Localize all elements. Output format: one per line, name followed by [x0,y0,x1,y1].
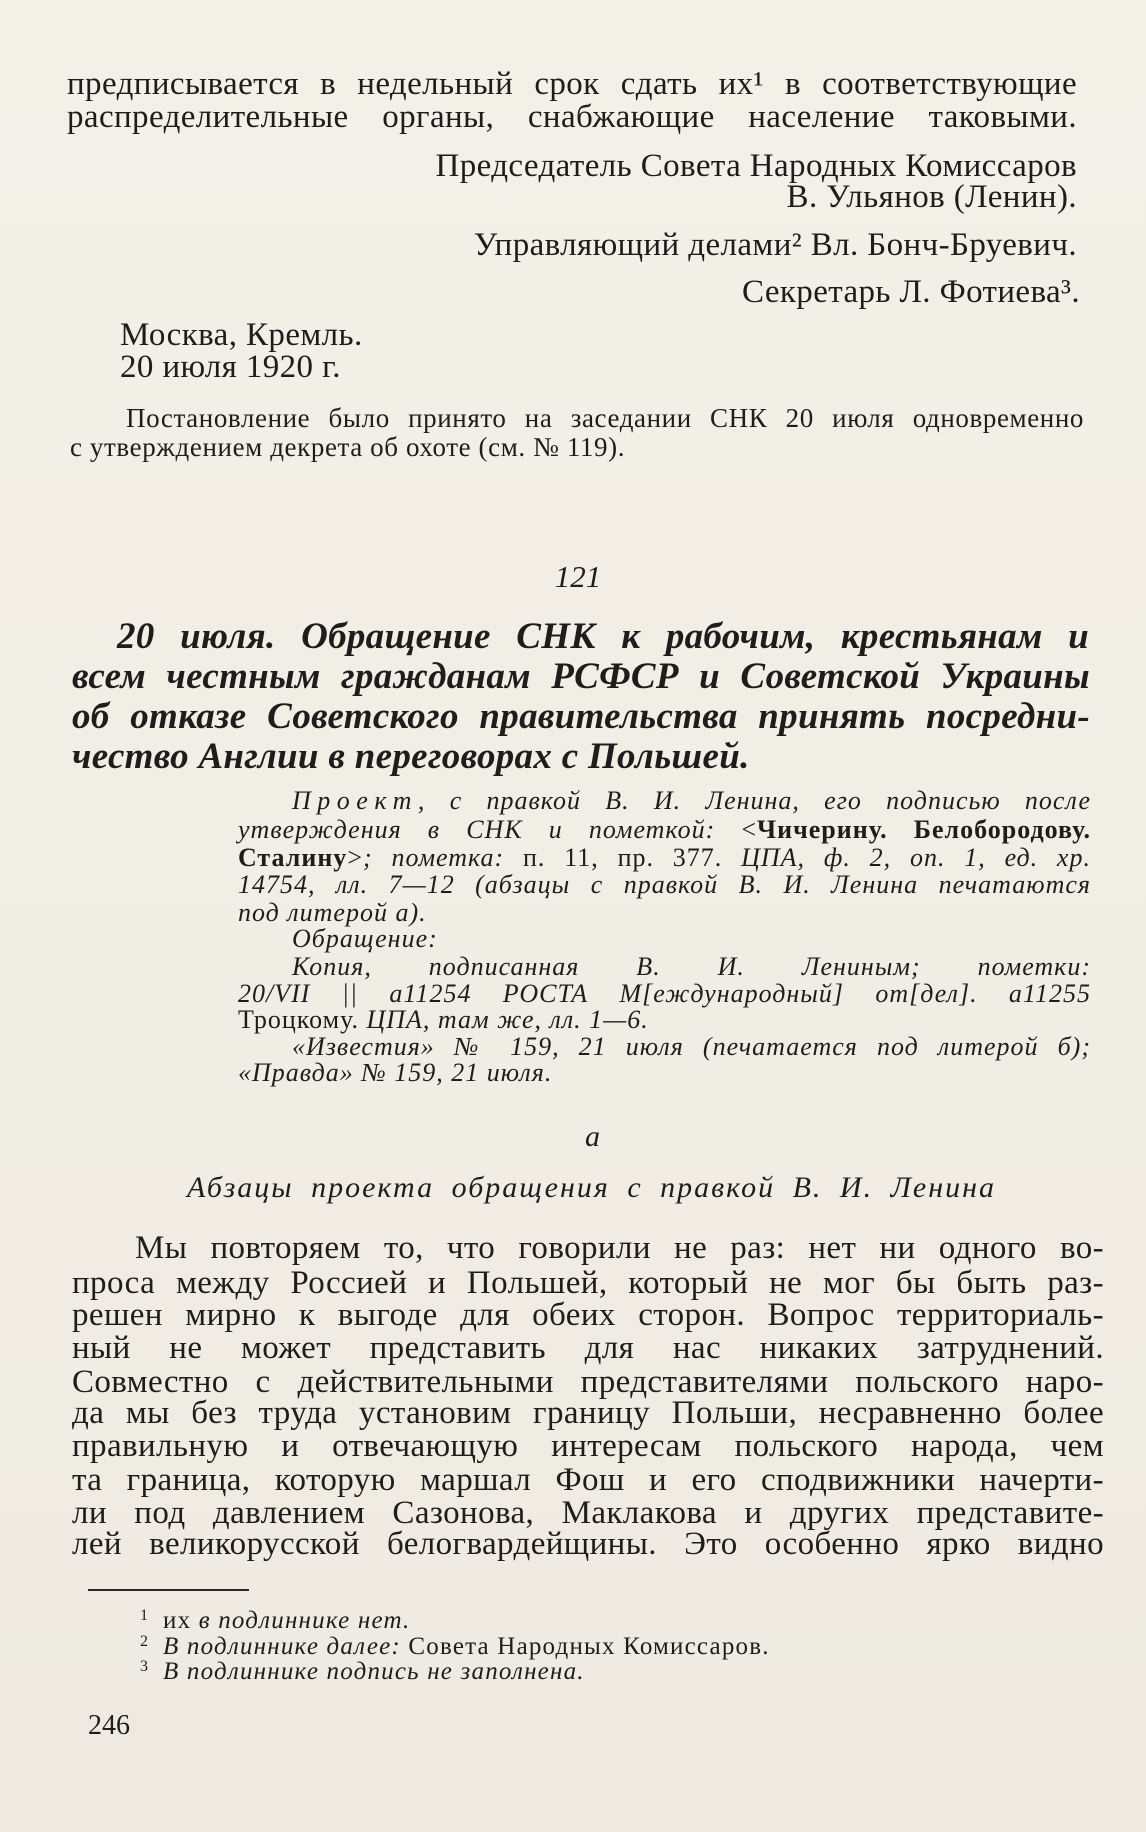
body-line-8: та граница, которую маршал Фош и его сподвижники начерти- [72,1462,1104,1498]
sub-title: Абзацы проекта обращения с правкой В. И. Ленина [187,1171,996,1204]
copy-line-3 [238,1005,649,1035]
footnote-2-upright: Совета Народных Комиссаров. [400,1633,770,1660]
body-line-7: правильную и отвечающую интересам польского народа, чем [72,1428,1104,1464]
continuation-line-2: распределительные органы, снабжающие население таковыми. [67,99,1077,135]
editorial-note-line-2: с утверждением декрета об охоте (см. № 119). [70,432,626,462]
izvestia-reference: «Известия» № 159, 21 июля (печатается под литерой б); [292,1032,1091,1061]
copy-addressee: Троцкому. [238,1005,359,1034]
footnote-3 [140,1653,585,1686]
chairman-name: В. Ульянов (Ленин). [786,179,1077,215]
source-line-1 [292,786,1091,816]
footnote-1-upright: их [163,1607,192,1634]
close-bracket: > [347,843,363,872]
footnote-1-italic: в подлиннике нет. [191,1607,411,1634]
footnote-2-italic: В подлиннике далее: [163,1633,401,1660]
editorial-note-line-1: Постановление было принято на заседании СНК 20 июля одновременно [126,403,1084,433]
copy-text: Копия, подписанная В. И. Лениным; пометки: [292,952,1091,981]
footnote-2-mark: 2 [140,1633,148,1650]
sub-letter: а [585,1120,600,1153]
body-line-10: лей великорусской белогвардейщины. Это особенно ярко видно [72,1526,1104,1562]
heading-line-4: чество Англии в переговорах с Польшей. [72,736,750,777]
body-line-2: проса между Россией и Польшей, который не мог бы быть раз- [72,1265,1104,1301]
heading-line-2: всем честным гражданам РСФСР и Советской Украины [72,656,1090,697]
secretary-signature: Секретарь Л. Фотиева³. [742,274,1080,310]
copy-archive: ЦПА, там же, лл. 1—6. [358,1005,649,1034]
heading-line-3: об отказе Советского правительства принять посредни- [72,696,1090,737]
source-line-5: под литерой а). [238,898,427,927]
copy-marks: 20/VII || а11254 РОСТА М[еждународный] от[дел]. а11255 [238,979,1091,1008]
line3-italic-a: ; пометка: [362,843,524,872]
body-line-6: да мы без труда установим границу Польши, несравненно более [72,1395,1104,1431]
footnote-rule [88,1589,249,1591]
place: Москва, Кремль. [120,317,363,353]
date: 20 июля 1920 г. [120,349,341,385]
draft-label: Проект [292,786,418,815]
footnote-3-mark: 3 [140,1658,148,1675]
body-line-5: Совместно с действительными представителями польского наро- [72,1364,1104,1400]
source-line-4: 14754, лл. 7—12 (абзацы с правкой В. И. Ленина печатаются [238,870,1091,899]
manager-signature: Управляющий делами² Вл. Бонч-Бруевич. [473,227,1077,263]
pravda-reference: «Правда» № 159, 21 июля. [238,1058,553,1087]
footnote-1-mark: 1 [140,1607,148,1624]
document-number: 121 [554,559,602,594]
open-bracket: < [741,815,758,844]
body-line-1: Мы повторяем то, что говорили не раз: нет ни одного во- [135,1230,1104,1266]
source-line-2 [238,815,1091,845]
body-line-4: ный не может представить для нас никаких затруднений. [72,1330,1104,1366]
page-number: 246 [88,1710,130,1741]
line3-upright: п. 11, пр. 377. [523,843,742,872]
heading-line-1: 20 июля. Обращение СНК к рабочим, крестьянам и [117,616,1089,657]
line3-italic-b: ЦПА, ф. 2, оп. 1, ед. хр. [741,843,1091,872]
body-line-3: решен мирно к выгоде для обеих сторон. Вопрос территориаль- [72,1297,1104,1333]
line2-italic: утверждения в СНК и пометкой: [238,815,742,844]
continuation-line-1: предписывается в недельный срок сдать их¹ в соответствующие [67,66,1077,102]
source-line-3 [238,843,1091,873]
appeal-label: Обращение: [292,924,438,953]
chairman-title: Председатель Совета Народных Комиссаров [435,148,1077,184]
draft-text: , с правкой В. И. Ленина, его подписью после [417,786,1091,815]
body-line-9: ли под давлением Сазонова, Маклакова и других представите- [72,1495,1104,1531]
footnote-3-italic: В подлиннике подпись не заполнена. [163,1658,585,1685]
addressee-stalin: Сталину [238,843,348,872]
addressees-bold: Чичерину. Белобородову. [757,815,1091,844]
